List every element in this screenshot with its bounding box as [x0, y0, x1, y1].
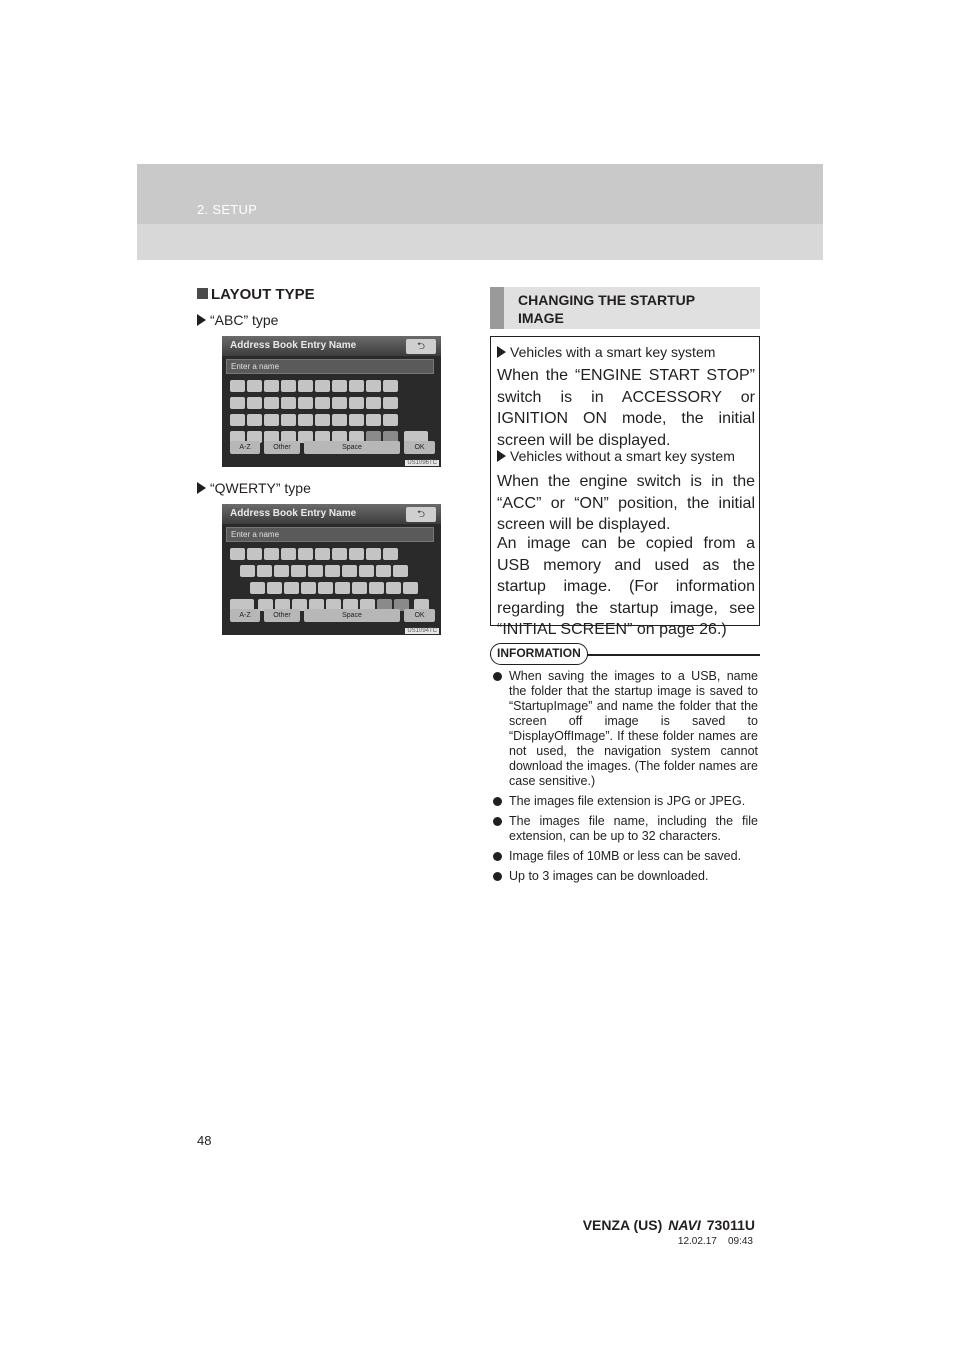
footer-code: 73011U [706, 1217, 755, 1233]
page-number: 48 [197, 1133, 212, 1148]
qwerty-keyboard-screenshot [222, 504, 441, 635]
startup-image-box [490, 336, 760, 638]
triangle-bullet-icon [497, 346, 506, 358]
bullet-dot-icon [493, 797, 502, 806]
screen-entry-field [226, 527, 434, 542]
info-item [490, 814, 758, 844]
info-item [490, 669, 758, 789]
header-subband [137, 224, 823, 260]
info-item [490, 869, 758, 884]
footer-time-value: 09:43 [727, 1236, 753, 1247]
info-item-text: The images file extension is JPG or JPEG. [509, 794, 746, 808]
screen-placeholder: Enter a name [231, 530, 280, 539]
no-smart-key-label-text: Vehicles without a smart key system [510, 448, 735, 464]
footer-date-value: 12.02.17 [677, 1236, 717, 1247]
layout-type-heading [197, 286, 315, 303]
screen-ok-button: OK [404, 609, 435, 622]
screen-entry-field [226, 359, 434, 374]
footer-navi: NAVI [668, 1217, 701, 1233]
screen-az-button: A-Z [230, 609, 260, 622]
usb-startup-text: An image can be copied from a USB memory and used as the startup image. (For information regarding the startup image, see “INITIAL SCREEN” on page 26.) [497, 535, 755, 638]
heading-line-2: IMAGE [518, 310, 564, 326]
info-item-text: Up to 3 images can be downloaded. [509, 869, 709, 883]
no-smart-key-label [497, 448, 755, 464]
info-item-text: When saving the images to a USB, name the folder that the startup image is saved to “StartupImage” and name the folder that the screen off image is saved to “DisplayOffImage”. If these folder names are not used, the navigation system cannot download the images. (The folder names are case sensitive.) [509, 669, 758, 788]
qwerty-type-text: “QWERTY” type [210, 480, 311, 496]
information-list [490, 669, 758, 889]
square-bullet-icon [197, 288, 208, 299]
back-arrow-icon: ⮌ [406, 339, 436, 354]
abc-type-label [197, 312, 278, 328]
abc-keyboard-screenshot [222, 336, 441, 467]
screen-ok-button: OK [404, 441, 435, 454]
smart-key-label-text: Vehicles with a smart key system [510, 344, 716, 360]
startup-image-heading [490, 287, 760, 329]
info-item [490, 794, 758, 809]
screen-title: Address Book Entry Name [230, 508, 357, 519]
bullet-dot-icon [493, 817, 502, 826]
info-item-text: The images file name, including the file extension, can be up to 32 characters. [509, 814, 758, 843]
bullet-dot-icon [493, 872, 502, 881]
screen-other-button: Other [264, 441, 300, 454]
info-item-text: Image files of 10MB or less can be saved. [509, 849, 742, 863]
abc-type-text: “ABC” type [210, 312, 279, 328]
smart-key-label [497, 344, 755, 360]
layout-type-heading-text: LAYOUT TYPE [211, 286, 315, 303]
triangle-bullet-icon [497, 450, 506, 462]
footer-model-name: VENZA (US) [582, 1217, 663, 1233]
info-item [490, 849, 758, 864]
screen-az-button: A-Z [230, 441, 260, 454]
information-label: INFORMATION [490, 643, 588, 665]
footer-date [678, 1236, 753, 1247]
qwerty-type-label [197, 480, 311, 496]
screen-other-button: Other [264, 609, 300, 622]
startup-image-heading-text [518, 291, 748, 327]
no-smart-key-text: When the engine switch is in the “ACC” or “ON” position, the initial screen will be displayed. [497, 473, 755, 533]
screen-bottom-bar [222, 609, 441, 623]
heading-accent [490, 287, 504, 329]
screen-bottom-bar [222, 441, 441, 455]
screen-placeholder: Enter a name [231, 362, 280, 371]
bullet-dot-icon [493, 852, 502, 861]
section-label: 2. SETUP [197, 202, 258, 217]
heading-line-1: CHANGING THE STARTUP [518, 292, 696, 308]
bullet-dot-icon [493, 672, 502, 681]
screen-space-button: Space [304, 609, 400, 622]
abc-image-code: US1096TC [407, 460, 437, 466]
qwerty-image-code: US1094TC [407, 628, 437, 634]
triangle-bullet-icon [197, 314, 206, 326]
triangle-bullet-icon [197, 482, 206, 494]
smart-key-text: When the “ENGINE START STOP” switch is in ACCESSORY or IGNITION ON mode, the initial screen will be displayed. [497, 367, 755, 449]
footer-model [583, 1217, 755, 1233]
back-arrow-icon: ⮌ [406, 507, 436, 522]
screen-space-button: Space [304, 441, 400, 454]
screen-title: Address Book Entry Name [230, 340, 357, 351]
